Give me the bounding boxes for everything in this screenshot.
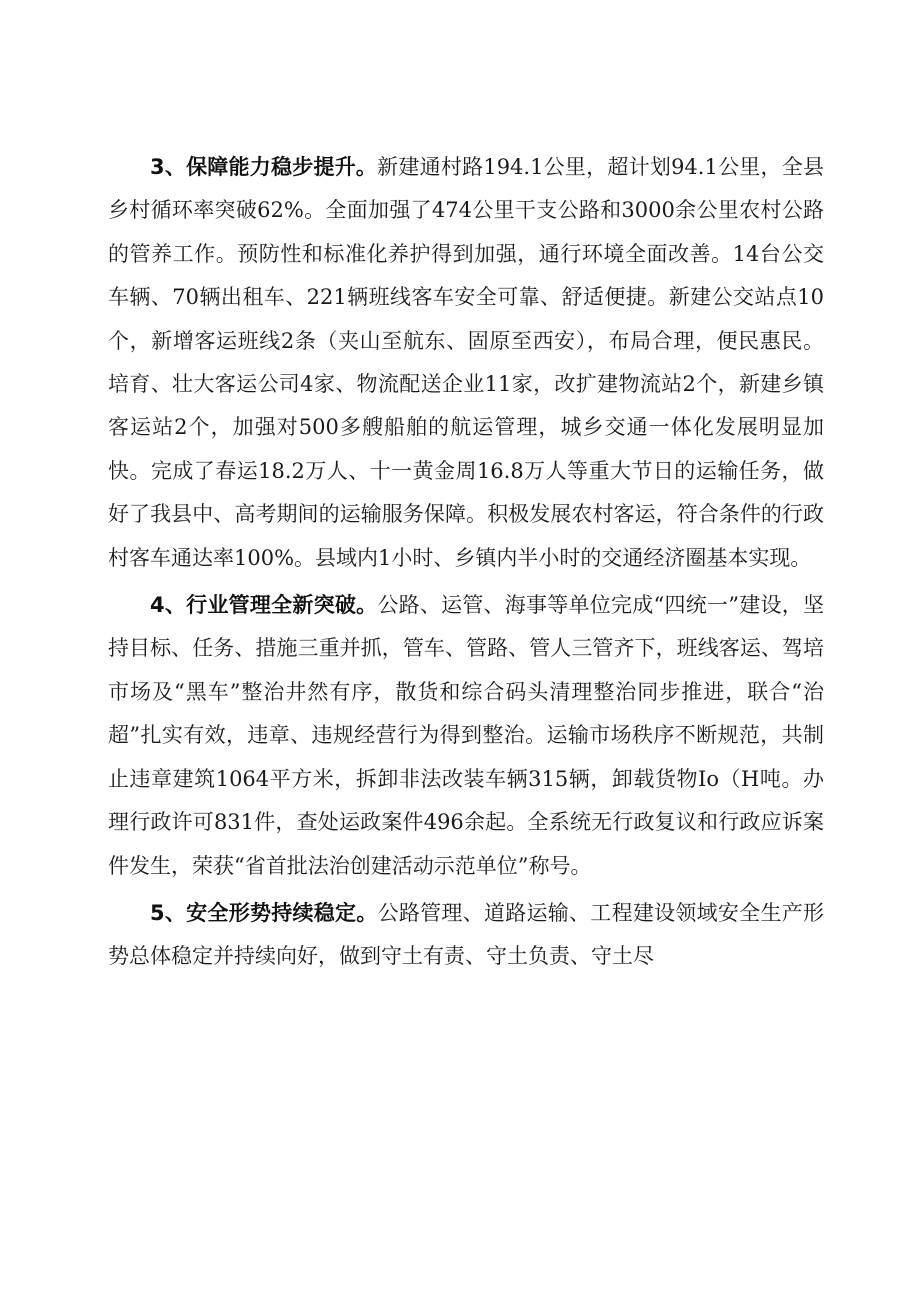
paragraph-4 bbox=[108, 584, 824, 888]
document-body bbox=[108, 146, 824, 979]
paragraph-5-text: 公路管理、道路运输、工程建设领域安全生产形势总体稳定并持续向好，做到守土有责、守土负责、守土尽 bbox=[108, 900, 824, 969]
paragraph-5-heading: 5、安全形势持续稳定。 bbox=[150, 900, 378, 925]
paragraph-3-text: 新建通村路194.1公里，超计划94.1公里，全县乡村循环率突破62%。全面加强了474公里干支公路和3000余公里农村公路的管养工作。预防性和标准化养护得到加强，通行环境全面改善。14台公交车辆、70辆出租车、221辆班线客车安全可靠、舒适便捷。新建公交站点10个，新增客运班线2条（夹山至航东、固原至西安），布局合理，便民惠民。培育、壮大客运公司4家、物流配送企业11家，改扩建物流站2个，新建乡镇客运站2个，加强对500多艘船舶的航运管理，城乡交通一体化发展明显加快。完成了春运18.2万人、十一黄金周16.8万人等重大节日的运输任务，做好了我县中、高考期间的运输服务保障。积极发展农村客运，符合条件的行政村客车通达率100%。县域内1小时、乡镇内半小时的交通经济圈基本实现。 bbox=[108, 155, 824, 570]
paragraph-4-heading: 4、行业管理全新突破。 bbox=[150, 593, 378, 618]
paragraph-3-heading: 3、保障能力稳步提升。 bbox=[150, 155, 378, 179]
paragraph-5 bbox=[108, 892, 824, 979]
paragraph-4-text: 公路、运管、海事等单位完成“四统一”建设，坚持目标、任务、措施三重并抓，管车、管路、管人三管齐下，班线客运、驾培市场及“黑车”整治井然有序，散货和综合码头清理整治同步推进，联合“治超”扎实有效，违章、违规经营行为得到整治。运输市场秩序不断规范，共制止违章建筑1064平方米，拆卸非法改装车辆315辆，卸载货物Io（H吨。办理行政许可831件，查处运政案件496余起。全系统无行政复议和行政应诉案件发生，荣获“省首批法治创建活动示范单位”称号。 bbox=[108, 593, 824, 878]
paragraph-3 bbox=[108, 146, 824, 580]
